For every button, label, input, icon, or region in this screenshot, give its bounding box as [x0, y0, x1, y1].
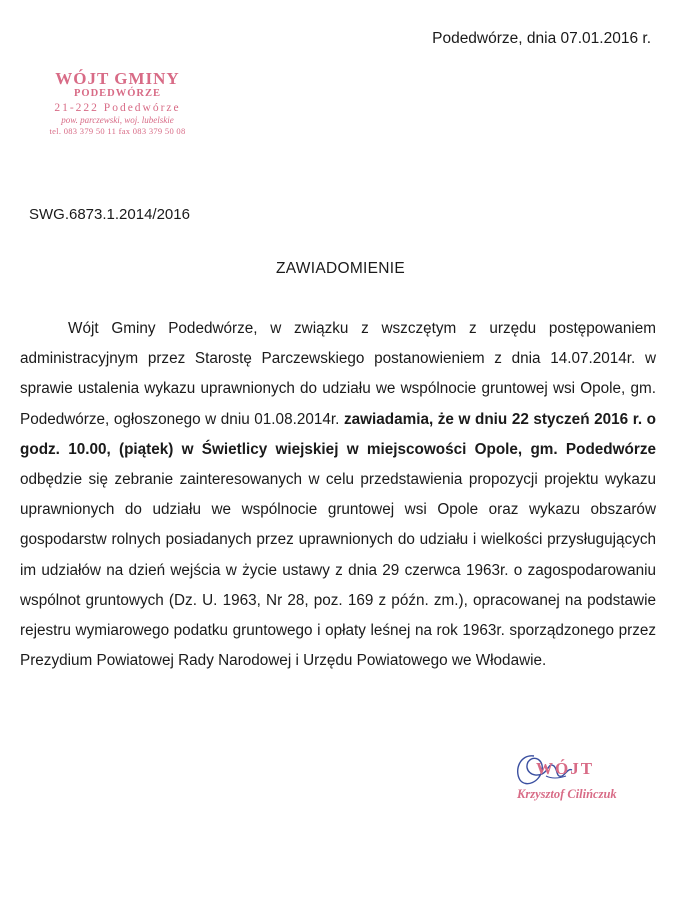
- notice-body: [20, 314, 656, 676]
- signature-title: WÓJT: [536, 759, 595, 778]
- office-stamp: [30, 70, 205, 136]
- stamp-line-municipality: PODEDWÓRZE: [73, 88, 161, 99]
- document-title: ZAWIADOMIENIE: [275, 260, 406, 277]
- stamp-line-office: WÓJT GMINY: [55, 69, 180, 88]
- stamp-line-postcode: 21-222 Podedwórze: [54, 102, 181, 114]
- reference-number: SWG.6873.1.2014/2016: [29, 206, 190, 223]
- stamp-line-region: pow. parczewski, woj. lubelskie: [61, 115, 174, 125]
- signature-name: Krzysztof Cilińczuk: [517, 787, 617, 801]
- body-text-intro: Wójt Gminy Podedwórze, w związku z wszczętym z urzędu postępowaniem administracyjnym przez Starostę Parczewskiego postanowieniem z dnia 14.07.2014r. w sprawie ustalenia wykazu uprawnionych do udziału we wspólnocie gruntowej wsi Opole, gm. Podedwórze, ogłoszonego w dniu 01.08.2014r.: [20, 320, 656, 428]
- body-text-announcement: zawiadamia, że w dniu 22 styczeń 2016 r. o godz. 10.00, (piątek) w Świetlicy wiejskiej w miejscowości Opole, gm. Podedwórze: [20, 410, 656, 458]
- place-and-date: Podedwórze, dnia 07.01.2016 r.: [432, 30, 651, 47]
- stamp-line-phone: tel. 083 379 50 11 fax 083 379 50 08: [49, 126, 186, 136]
- body-text-details: odbędzie się zebranie zainteresowanych w celu przedstawienia propozycji projektu wykazu uprawnionych do udziału we wspólnocie gruntowej wsi Opole oraz wykazu obszarów gospodarstw rolnych posiadanych przez uprawnionych do udziału i wielkości przysługujących im udziałów na dzień wejścia w życie ustawy z dnia 29 czerwca 1963r. o zagospodarowaniu wspólnot gruntowych (Dz. U. 1963, Nr 28, poz. 169 z późn. zm.), opracowanej na podstawie rejestru wymiarowego podatku gruntowego i opłaty leśnej na rok 1963r. sporządzonego przez Prezydium Powiatowej Rady Narodowej i Urzędu Powiatowego we Włodawie.: [20, 471, 656, 670]
